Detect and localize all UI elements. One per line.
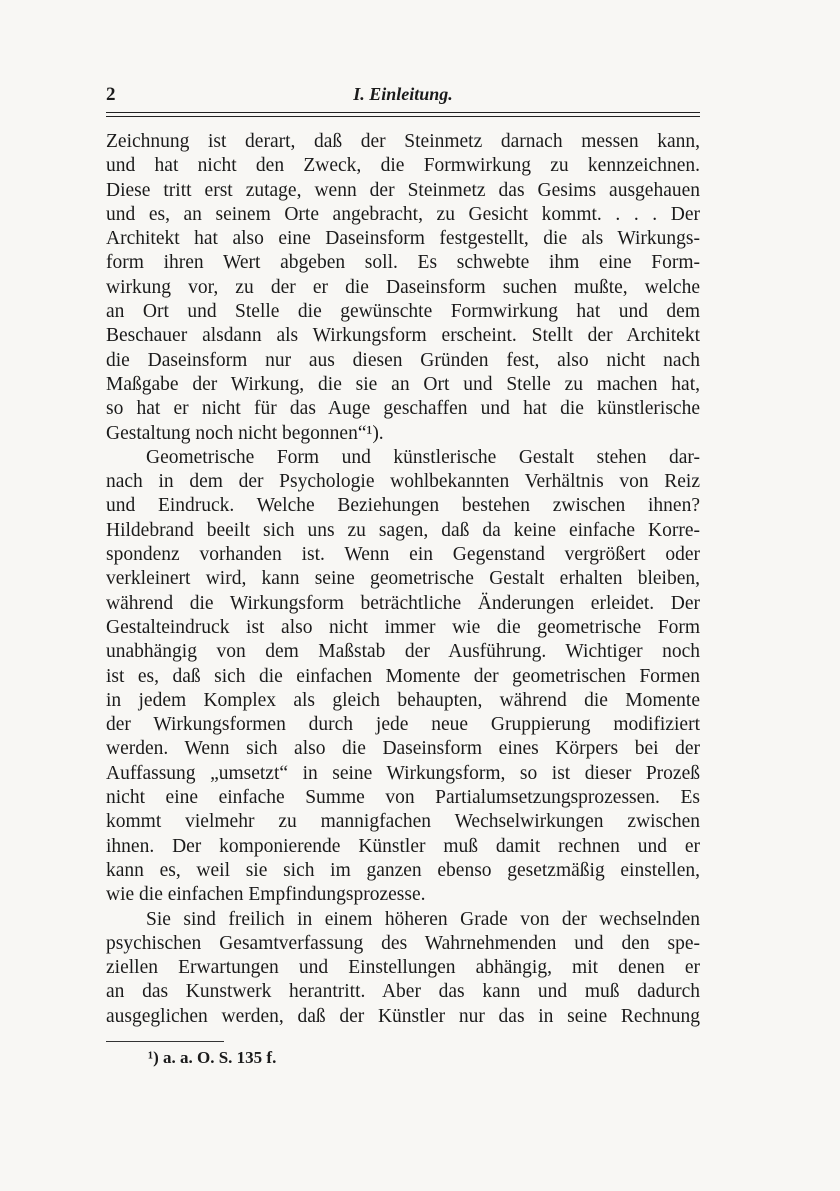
text-line: nach in dem der Psychologie wohlbekannten Verhältnis von Reiz bbox=[106, 471, 700, 493]
text-line: wirkung vor, zu der er die Daseinsform suchen mußte, welche bbox=[106, 276, 700, 298]
header-rule-bottom bbox=[106, 116, 700, 117]
text-line: Diese tritt erst zutage, wenn der Steinmetz das Gesims ausgehauen bbox=[106, 179, 700, 201]
text-line: Beschauer alsdann als Wirkungsform erscheint. Stellt der Architekt bbox=[106, 325, 700, 347]
text-line: Geometrische Form und künstlerische Gestalt stehen dar- bbox=[146, 446, 700, 468]
paragraph bbox=[106, 908, 700, 1029]
text-line: Architekt hat also eine Daseinsform festgestellt, die als Wirkungs- bbox=[106, 228, 700, 250]
text-line: spondenz vorhanden ist. Wenn ein Gegenstand vergrößert oder bbox=[106, 544, 700, 566]
text-line: Auffassung „umsetzt“ in seine Wirkungsform, so ist dieser Prozeß bbox=[106, 762, 700, 784]
text-line: und hat nicht den Zweck, die Formwirkung zu kennzeichnen. bbox=[106, 155, 700, 177]
text-line: an Ort und Stelle die gewünschte Formwirkung hat und dem bbox=[106, 301, 700, 323]
header-rule-top bbox=[106, 112, 700, 113]
text-line: kann es, weil sie sich im ganzen ebenso gesetzmäßig einstellen, bbox=[106, 859, 700, 881]
text-line: Maßgabe der Wirkung, die sie an Ort und Stelle zu machen hat, bbox=[106, 373, 700, 395]
text-line: und Eindruck. Welche Beziehungen bestehen zwischen ihnen? bbox=[106, 495, 700, 517]
paragraph bbox=[106, 130, 700, 446]
running-head bbox=[106, 84, 700, 112]
text-line: ihnen. Der komponierende Künstler muß damit rechnen und er bbox=[106, 835, 700, 857]
text-line: verkleinert wird, kann seine geometrische Gestalt erhalten bleiben, bbox=[106, 568, 700, 590]
body-text bbox=[106, 130, 700, 1029]
text-line: während die Wirkungsform beträchtliche Änderungen erleidet. Der bbox=[106, 592, 700, 614]
chapter-title: I. Einleitung. bbox=[353, 84, 453, 104]
text-line: unabhängig von dem Maßstab der Ausführung. Wichtiger noch bbox=[106, 641, 700, 663]
text-line: und es, an seinem Orte angebracht, zu Gesicht kommt. . . . Der bbox=[106, 203, 700, 225]
text-line: wie die einfachen Empfindungsprozesse. bbox=[106, 884, 426, 906]
text-line: Zeichnung ist derart, daß der Steinmetz darnach messen kann, bbox=[106, 131, 700, 152]
text-line: ausgeglichen werden, daß der Künstler nur das in seine Rechnung bbox=[106, 1005, 700, 1027]
text-line: Sie sind freilich in einem höheren Grade von der wechselnden bbox=[146, 908, 700, 930]
text-line: an das Kunstwerk herantritt. Aber das kann und muß dadurch bbox=[106, 981, 700, 1003]
text-line: in jedem Komplex als gleich behaupten, während die Momente bbox=[106, 689, 700, 711]
text-line: ist es, daß sich die einfachen Momente der geometrischen Formen bbox=[106, 665, 700, 687]
text-line: so hat er nicht für das Auge geschaffen und hat die künstlerische bbox=[106, 398, 700, 420]
page-number: 2 bbox=[106, 84, 116, 105]
text-line: form ihren Wert abgeben soll. Es schwebte ihm eine Form- bbox=[106, 252, 700, 274]
text-line: Gestaltung noch nicht begonnen“¹). bbox=[106, 422, 384, 444]
text-line: nicht eine einfache Summe von Partialumsetzungsprozessen. Es bbox=[106, 787, 700, 809]
text-line: psychischen Gesamtverfassung des Wahrnehmenden und den spe- bbox=[106, 932, 700, 954]
paragraph bbox=[106, 446, 700, 908]
text-line: die Daseinsform nur aus diesen Gründen fest, also nicht nach bbox=[106, 349, 700, 371]
text-line: Hildebrand beeilt sich uns zu sagen, daß da keine einfache Korre- bbox=[106, 519, 700, 541]
text-line: ziellen Erwartungen und Einstellungen abhängig, mit denen er bbox=[106, 957, 700, 979]
text-line: der Wirkungsformen durch jede neue Gruppierung modifiziert bbox=[106, 714, 700, 736]
footnote-rule bbox=[106, 1041, 224, 1042]
text-line: kommt vielmehr zu mannigfachen Wechselwirkungen zwischen bbox=[106, 811, 700, 833]
footnote: ¹) a. a. O. S. 135 f. bbox=[148, 1048, 277, 1067]
text-line: werden. Wenn sich also die Daseinsform eines Körpers bei der bbox=[106, 738, 700, 760]
text-line: Gestalteindruck ist also nicht immer wie die geometrische Form bbox=[106, 616, 700, 638]
